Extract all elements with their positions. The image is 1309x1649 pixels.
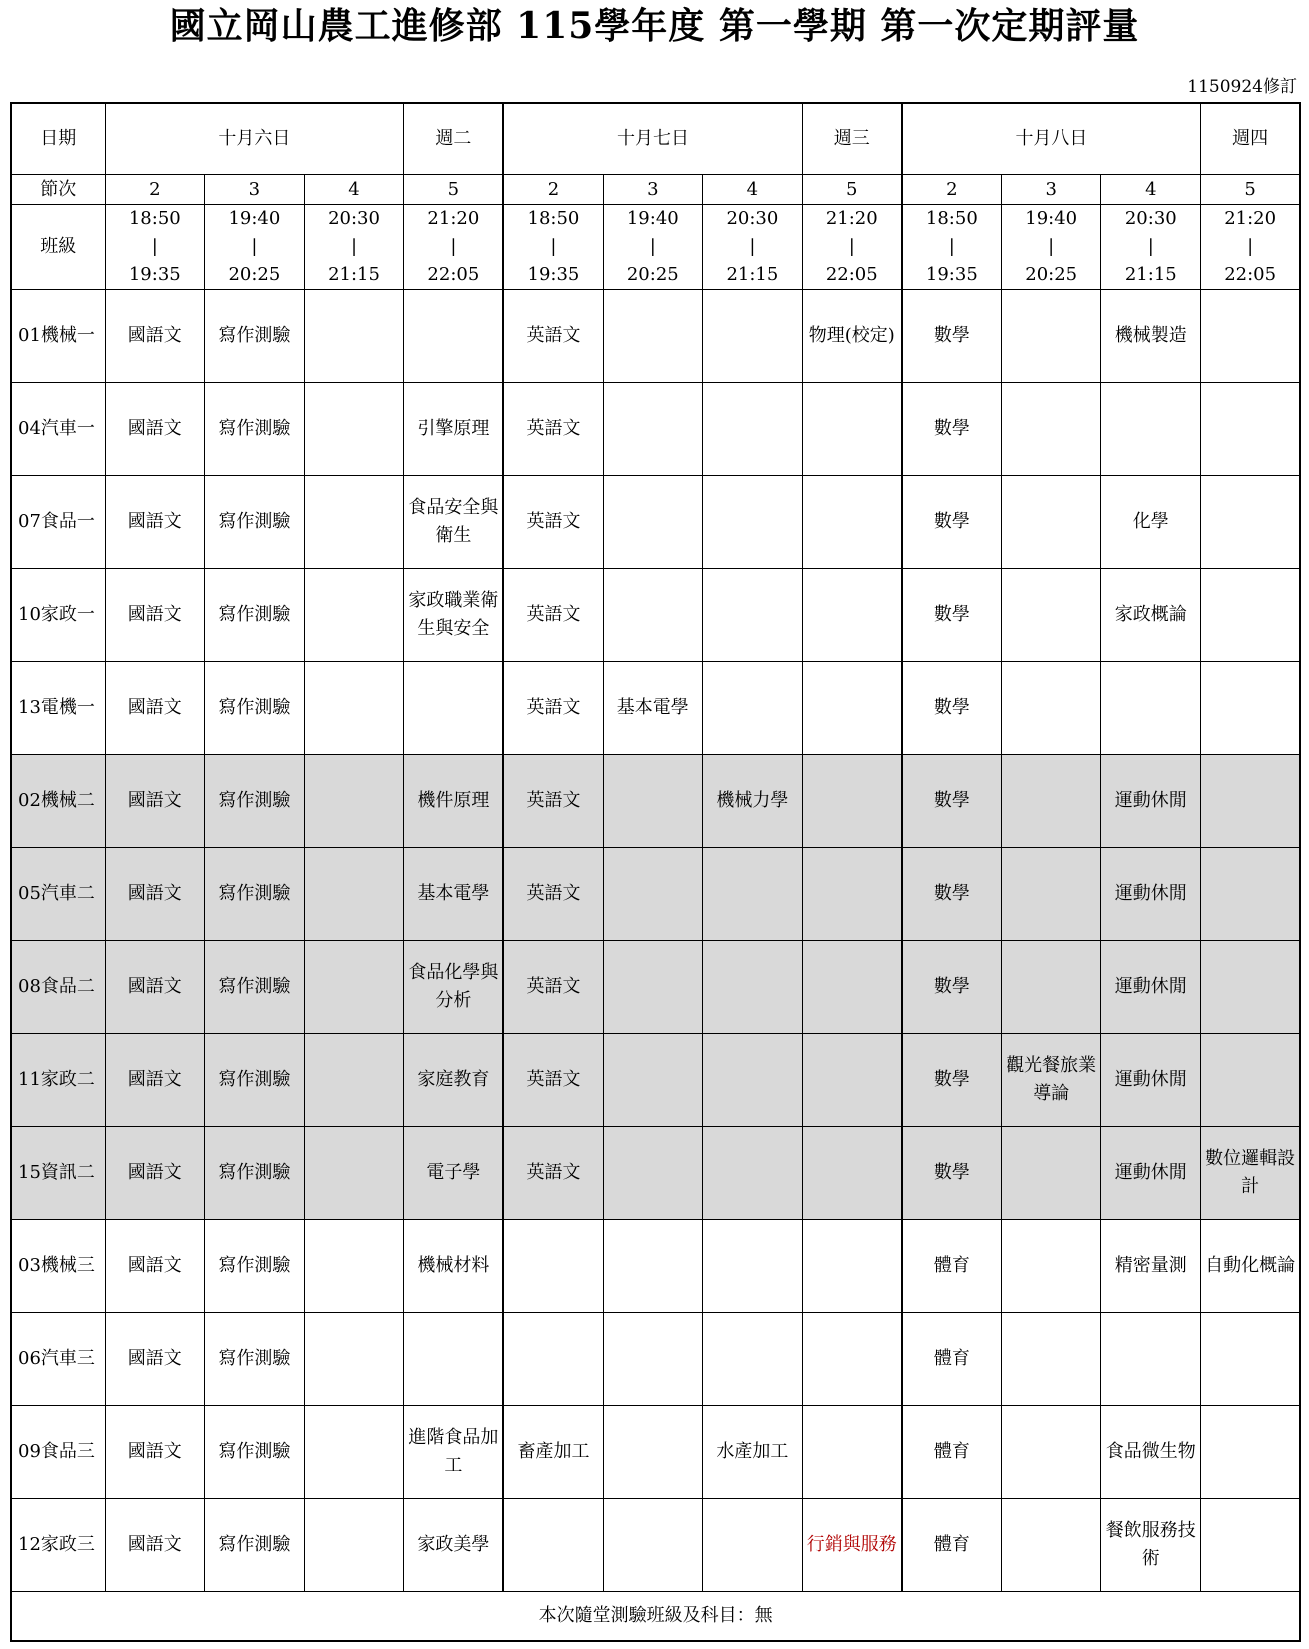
class-name: 08食品二: [11, 941, 105, 1034]
subject-cell: 運動休閒: [1101, 1127, 1201, 1220]
time-slot-12: [1201, 205, 1301, 290]
subject-cell: 英語文: [503, 848, 603, 941]
subject-cell: [304, 1034, 404, 1127]
subject-cell: [1201, 941, 1301, 1034]
class-label: 班級: [11, 205, 105, 290]
period-label: 節次: [11, 175, 105, 205]
time-start: 18:50: [128, 208, 181, 229]
subject-cell: 國語文: [105, 848, 205, 941]
subject-cell: [503, 1220, 603, 1313]
subject-cell: 寫作測驗: [205, 848, 305, 941]
class-name: 07食品一: [11, 476, 105, 569]
time-slot-8: [802, 205, 902, 290]
class-row: [11, 941, 1300, 1034]
subject-cell: 機械力學: [703, 755, 803, 848]
class-name: 01機械一: [11, 290, 105, 383]
class-name: 15資訊二: [11, 1127, 105, 1220]
class-name: 05汽車二: [11, 848, 105, 941]
subject-cell: 數學: [902, 1034, 1002, 1127]
subject-cell: 數學: [902, 848, 1002, 941]
class-row: [11, 755, 1300, 848]
subject-cell: [304, 1313, 404, 1406]
subject-cell: [1201, 290, 1301, 383]
weekday-3: 週四: [1201, 103, 1301, 175]
subject-cell: [404, 1313, 504, 1406]
subject-cell: 寫作測驗: [205, 755, 305, 848]
subject-cell: [603, 290, 703, 383]
page-title: 國立岡山農工進修部 115學年度 第一學期 第一次定期評量: [169, 5, 1140, 47]
subject-cell: 電子學: [404, 1127, 504, 1220]
weekday-1: 週二: [404, 103, 504, 175]
time-end: 22:05: [1224, 264, 1277, 285]
subject-cell: 數學: [902, 755, 1002, 848]
subject-cell: 寫作測驗: [205, 941, 305, 1034]
subject-cell: 運動休閒: [1101, 755, 1201, 848]
class-row: [11, 290, 1300, 383]
subject-cell: [802, 383, 902, 476]
subject-cell: [304, 941, 404, 1034]
time-slot-10: [1001, 205, 1101, 290]
subject-cell: 行銷與服務: [802, 1499, 902, 1592]
subject-cell: [304, 1499, 404, 1592]
class-name: 04汽車一: [11, 383, 105, 476]
subject-cell: 數位邏輯設計: [1201, 1127, 1301, 1220]
period-6: 3: [603, 175, 703, 205]
subject-cell: 寫作測驗: [205, 290, 305, 383]
time-start: 18:50: [527, 208, 580, 229]
time-start: 20:30: [328, 208, 380, 229]
subject-cell: 食品化學與分析: [404, 941, 504, 1034]
subject-cell: [802, 848, 902, 941]
subject-cell: 英語文: [503, 476, 603, 569]
subject-cell: [703, 1499, 803, 1592]
subject-cell: 寫作測驗: [205, 662, 305, 755]
subject-cell: 家庭教育: [404, 1034, 504, 1127]
class-name: 10家政一: [11, 569, 105, 662]
subject-cell: 機械製造: [1101, 290, 1201, 383]
subject-cell: [304, 848, 404, 941]
subject-cell: 英語文: [503, 383, 603, 476]
subject-cell: [802, 1034, 902, 1127]
subject-cell: [1001, 476, 1101, 569]
subject-cell: 機械材料: [404, 1220, 504, 1313]
subject-cell: [603, 848, 703, 941]
subject-cell: 體育: [902, 1499, 1002, 1592]
time-start: 19:40: [228, 208, 281, 229]
subject-cell: 食品安全與衛生: [404, 476, 504, 569]
subject-cell: [703, 848, 803, 941]
subject-cell: 英語文: [503, 941, 603, 1034]
subject-cell: 國語文: [105, 1406, 205, 1499]
weekday-2: 週三: [802, 103, 902, 175]
subject-cell: [802, 1220, 902, 1313]
subject-cell: 引擎原理: [404, 383, 504, 476]
period-4: 5: [404, 175, 504, 205]
time-start: 19:40: [1025, 208, 1078, 229]
period-10: 3: [1001, 175, 1101, 205]
class-row: [11, 1220, 1300, 1313]
time-slot-7: [703, 205, 803, 290]
subject-cell: 數學: [902, 662, 1002, 755]
subject-cell: [603, 569, 703, 662]
subject-cell: [1101, 383, 1201, 476]
subject-cell: 機件原理: [404, 755, 504, 848]
class-name: 12家政三: [11, 1499, 105, 1592]
time-slot-4: [404, 205, 504, 290]
subject-cell: [1201, 1406, 1301, 1499]
subject-cell: 化學: [1101, 476, 1201, 569]
subject-cell: [603, 1313, 703, 1406]
subject-cell: 國語文: [105, 1220, 205, 1313]
subject-cell: [1201, 569, 1301, 662]
subject-cell: 國語文: [105, 476, 205, 569]
subject-cell: 數學: [902, 569, 1002, 662]
subject-cell: [1001, 941, 1101, 1034]
subject-cell: 運動休閒: [1101, 1034, 1201, 1127]
subject-cell: [703, 1127, 803, 1220]
time-start: 21:20: [825, 208, 878, 229]
time-start: 21:20: [1224, 208, 1277, 229]
subject-cell: [1101, 662, 1201, 755]
date-2: 十月七日: [503, 103, 802, 175]
time-slot-2: [205, 205, 305, 290]
subject-cell: [603, 1034, 703, 1127]
time-end: 20:25: [228, 264, 281, 285]
subject-cell: 英語文: [503, 755, 603, 848]
subject-cell: 觀光餐旅業導論: [1001, 1034, 1101, 1127]
time-slot-11: [1101, 205, 1201, 290]
time-start: 21:20: [427, 208, 480, 229]
subject-cell: [603, 1220, 703, 1313]
subject-cell: 餐飲服務技術: [1101, 1499, 1201, 1592]
time-separator: |: [350, 236, 358, 257]
subject-cell: 自動化概論: [1201, 1220, 1301, 1313]
subject-cell: [802, 662, 902, 755]
subject-cell: [1201, 755, 1301, 848]
subject-cell: 體育: [902, 1406, 1002, 1499]
subject-cell: [304, 755, 404, 848]
subject-cell: 英語文: [503, 1034, 603, 1127]
time-separator: |: [450, 236, 457, 257]
period-8: 5: [802, 175, 902, 205]
class-row: [11, 1313, 1300, 1406]
time-slot-6: [603, 205, 703, 290]
subject-cell: 國語文: [105, 1034, 205, 1127]
subject-cell: 寫作測驗: [205, 569, 305, 662]
subject-cell: [802, 1313, 902, 1406]
subject-cell: 英語文: [503, 1127, 603, 1220]
time-end: 21:15: [328, 264, 380, 285]
subject-cell: 寫作測驗: [205, 1499, 305, 1592]
footer-note: 本次隨堂測驗班級及科目：無: [11, 1592, 1300, 1642]
class-name: 11家政二: [11, 1034, 105, 1127]
subject-cell: 國語文: [105, 383, 205, 476]
subject-cell: [304, 476, 404, 569]
subject-cell: [1001, 662, 1101, 755]
revision-note: 1150924修訂: [1187, 77, 1297, 97]
class-name: 02機械二: [11, 755, 105, 848]
class-name: 03機械三: [11, 1220, 105, 1313]
subject-cell: [1001, 383, 1101, 476]
subject-cell: [304, 1406, 404, 1499]
subject-cell: [603, 1499, 703, 1592]
subject-cell: 食品微生物: [1101, 1406, 1201, 1499]
time-end: 19:35: [925, 264, 978, 285]
time-start: 20:30: [1124, 208, 1177, 229]
time-slot-3: [304, 205, 404, 290]
period-11: 4: [1101, 175, 1201, 205]
subject-cell: 物理(校定): [802, 290, 902, 383]
subject-cell: 運動休閒: [1101, 848, 1201, 941]
subject-cell: [304, 383, 404, 476]
subject-cell: 數學: [902, 1127, 1002, 1220]
subject-cell: [1001, 1406, 1101, 1499]
class-row: [11, 1499, 1300, 1592]
subject-cell: [1201, 662, 1301, 755]
subject-cell: [802, 941, 902, 1034]
time-end: 21:15: [726, 264, 779, 285]
subject-cell: 數學: [902, 290, 1002, 383]
subject-cell: 國語文: [105, 290, 205, 383]
subject-cell: [703, 290, 803, 383]
class-row: [11, 1127, 1300, 1220]
subject-cell: 家政美學: [404, 1499, 504, 1592]
subject-cell: [802, 1406, 902, 1499]
subject-cell: [1001, 1499, 1101, 1592]
subject-cell: [304, 662, 404, 755]
subject-cell: 寫作測驗: [205, 1220, 305, 1313]
subject-cell: [1101, 1313, 1201, 1406]
subject-cell: [802, 1127, 902, 1220]
period-1: 2: [105, 175, 205, 205]
subject-cell: 家政概論: [1101, 569, 1201, 662]
time-slot-9: [902, 205, 1002, 290]
subject-cell: [1201, 1313, 1301, 1406]
subject-cell: 基本電學: [404, 848, 504, 941]
subject-cell: [1201, 1034, 1301, 1127]
subject-cell: 國語文: [105, 1499, 205, 1592]
date-label: 日期: [11, 103, 105, 175]
subject-cell: 精密量測: [1101, 1220, 1201, 1313]
subject-cell: [503, 1313, 603, 1406]
subject-cell: 寫作測驗: [205, 1313, 305, 1406]
time-separator: |: [749, 236, 756, 257]
subject-cell: [1201, 1499, 1301, 1592]
subject-cell: [703, 1220, 803, 1313]
time-end: 20:25: [1025, 264, 1078, 285]
subject-cell: [703, 941, 803, 1034]
subject-cell: 英語文: [503, 662, 603, 755]
class-row: [11, 476, 1300, 569]
subject-cell: 進階食品加工: [404, 1406, 504, 1499]
subject-cell: [802, 755, 902, 848]
time-end: 22:05: [825, 264, 878, 285]
time-end: 19:35: [527, 264, 580, 285]
subject-cell: [1001, 1127, 1101, 1220]
subject-cell: 國語文: [105, 1313, 205, 1406]
subject-cell: [703, 662, 803, 755]
time-start: 20:30: [726, 208, 779, 229]
subject-cell: [1001, 1220, 1101, 1313]
subject-cell: [404, 290, 504, 383]
class-row: [11, 569, 1300, 662]
subject-cell: 國語文: [105, 941, 205, 1034]
subject-cell: 寫作測驗: [205, 383, 305, 476]
subject-cell: [603, 755, 703, 848]
subject-cell: [1201, 476, 1301, 569]
subject-cell: 國語文: [105, 755, 205, 848]
time-separator: |: [550, 236, 557, 257]
date-header-row: [11, 103, 1300, 175]
subject-cell: 數學: [902, 476, 1002, 569]
subject-cell: [1001, 755, 1101, 848]
date-3: 十月八日: [902, 103, 1201, 175]
period-2: 3: [205, 175, 305, 205]
subject-cell: 國語文: [105, 1127, 205, 1220]
subject-cell: [703, 383, 803, 476]
period-7: 4: [703, 175, 803, 205]
subject-cell: [1001, 290, 1101, 383]
subject-cell: [304, 1220, 404, 1313]
time-end: 19:35: [128, 264, 181, 285]
subject-cell: 寫作測驗: [205, 476, 305, 569]
time-separator: |: [1247, 236, 1254, 257]
time-separator: |: [251, 236, 258, 257]
class-row: [11, 383, 1300, 476]
subject-cell: [703, 569, 803, 662]
subject-cell: 英語文: [503, 569, 603, 662]
subject-cell: [603, 1127, 703, 1220]
class-row: [11, 848, 1300, 941]
subject-cell: [603, 383, 703, 476]
subject-cell: [1001, 569, 1101, 662]
period-9: 2: [902, 175, 1002, 205]
subject-cell: 基本電學: [603, 662, 703, 755]
time-slot-5: [503, 205, 603, 290]
time-end: 22:05: [427, 264, 480, 285]
subject-cell: 數學: [902, 941, 1002, 1034]
subject-cell: [1201, 848, 1301, 941]
subject-cell: 寫作測驗: [205, 1034, 305, 1127]
subject-cell: 寫作測驗: [205, 1406, 305, 1499]
time-separator: |: [649, 236, 656, 257]
subject-cell: [1001, 848, 1101, 941]
subject-cell: [603, 476, 703, 569]
subject-cell: 寫作測驗: [205, 1127, 305, 1220]
subject-cell: [503, 1499, 603, 1592]
subject-cell: 畜產加工: [503, 1406, 603, 1499]
class-name: 13電機一: [11, 662, 105, 755]
time-slot-1: [105, 205, 205, 290]
class-row: [11, 662, 1300, 755]
subject-cell: 運動休閒: [1101, 941, 1201, 1034]
subject-cell: [603, 941, 703, 1034]
subject-cell: 體育: [902, 1220, 1002, 1313]
subject-cell: [703, 1034, 803, 1127]
subject-cell: [703, 476, 803, 569]
subject-cell: [304, 569, 404, 662]
subject-cell: [404, 662, 504, 755]
subject-cell: 國語文: [105, 662, 205, 755]
subject-cell: [703, 1313, 803, 1406]
subject-cell: [802, 569, 902, 662]
period-12: 5: [1201, 175, 1301, 205]
time-end: 21:15: [1124, 264, 1177, 285]
time-header-row: [11, 205, 1300, 290]
class-name: 09食品三: [11, 1406, 105, 1499]
subject-cell: 數學: [902, 383, 1002, 476]
subject-cell: 國語文: [105, 569, 205, 662]
subject-cell: [603, 1406, 703, 1499]
time-end: 20:25: [626, 264, 679, 285]
period-3: 4: [304, 175, 404, 205]
period-header-row: [11, 175, 1300, 205]
time-separator: |: [948, 236, 955, 257]
time-start: 18:50: [925, 208, 978, 229]
time-separator: |: [1147, 236, 1154, 257]
exam-schedule-table: [10, 102, 1301, 1642]
subject-cell: [304, 290, 404, 383]
subject-cell: 體育: [902, 1313, 1002, 1406]
class-name: 06汽車三: [11, 1313, 105, 1406]
subject-cell: [1201, 383, 1301, 476]
time-separator: |: [848, 236, 855, 257]
subject-cell: [802, 476, 902, 569]
subject-cell: 水產加工: [703, 1406, 803, 1499]
period-5: 2: [503, 175, 603, 205]
subject-cell: [304, 1127, 404, 1220]
time-start: 19:40: [626, 208, 679, 229]
time-separator: |: [151, 236, 158, 257]
date-1: 十月六日: [105, 103, 404, 175]
subject-cell: [1001, 1313, 1101, 1406]
subject-cell: 英語文: [503, 290, 603, 383]
class-row: [11, 1406, 1300, 1499]
subject-cell: 家政職業衛生與安全: [404, 569, 504, 662]
time-separator: |: [1048, 236, 1055, 257]
class-row: [11, 1034, 1300, 1127]
